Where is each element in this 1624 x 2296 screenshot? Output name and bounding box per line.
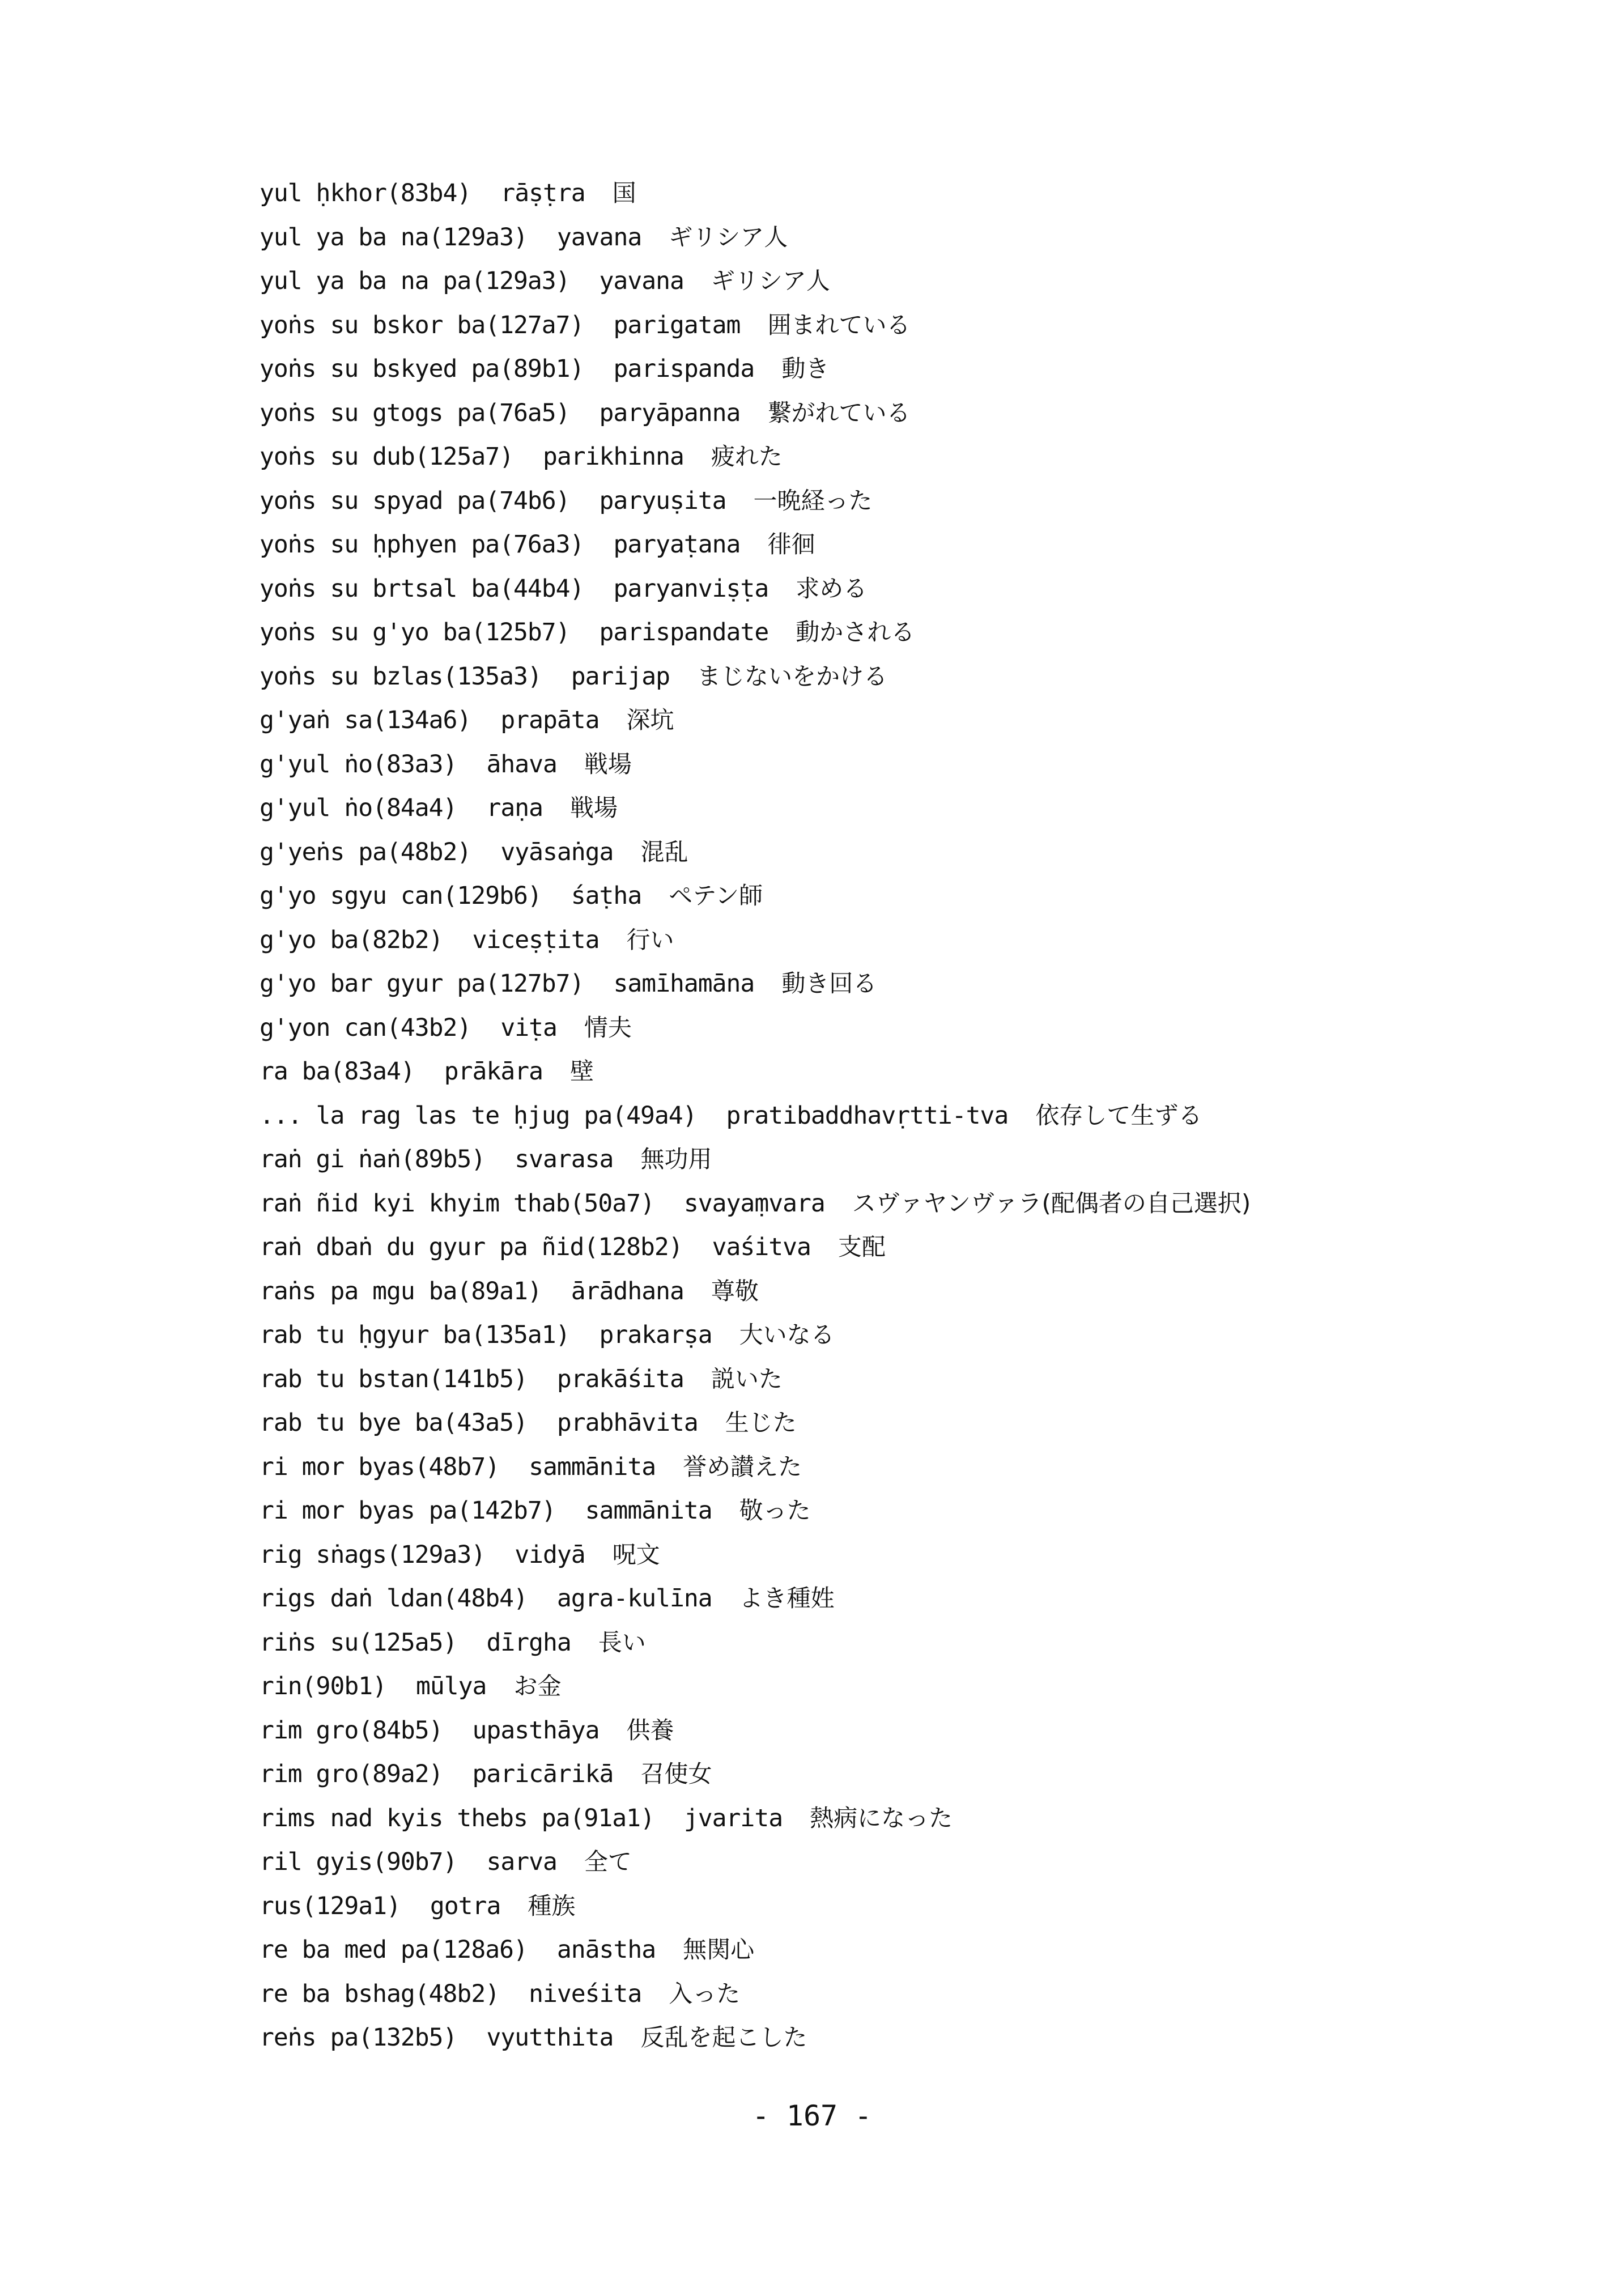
japanese-gloss: 無関心 bbox=[683, 1936, 755, 1963]
japanese-gloss: お金 bbox=[513, 1672, 562, 1700]
glossary-entry bbox=[260, 1533, 1534, 1577]
sanskrit-term: pratibaddhavṛtti-tva bbox=[726, 1101, 1009, 1130]
japanese-gloss: 熱病になった bbox=[810, 1804, 953, 1832]
japanese-gloss: 説いた bbox=[711, 1364, 783, 1393]
sanskrit-term: parijap bbox=[571, 662, 670, 691]
sanskrit-term: mūlya bbox=[416, 1672, 487, 1700]
sanskrit-term: prakarṣa bbox=[599, 1321, 712, 1349]
glossary-entry bbox=[260, 830, 1534, 874]
glossary-entry bbox=[260, 567, 1534, 611]
sanskrit-term: agra-kulīna bbox=[556, 1584, 712, 1613]
tibetan-term: raṅ dbaṅ du gyur pa ñid(128b2) bbox=[260, 1233, 683, 1261]
tibetan-term: rus(129a1) bbox=[260, 1891, 401, 1920]
glossary-entry bbox=[260, 1137, 1534, 1181]
glossary-entry bbox=[260, 435, 1534, 479]
japanese-gloss: 一晩経った bbox=[753, 486, 873, 515]
japanese-gloss: スヴァヤンヴァラ(配偶者の自己選択) bbox=[852, 1189, 1251, 1217]
sanskrit-term: prākāra bbox=[444, 1057, 543, 1086]
tibetan-term: rims nad kyis thebs pa(91a1) bbox=[260, 1804, 654, 1832]
glossary-entry bbox=[260, 1884, 1534, 1928]
tibetan-term: rig sṅags(129a3) bbox=[260, 1540, 486, 1569]
tibetan-term: yul ya ba na(129a3) bbox=[260, 223, 528, 252]
sanskrit-term: upasthāya bbox=[472, 1716, 600, 1745]
tibetan-term: yul ya ba na pa(129a3) bbox=[260, 267, 570, 295]
japanese-gloss: ギリシア人 bbox=[669, 223, 788, 251]
tibetan-term: g'yul ṅo(83a3) bbox=[260, 750, 457, 779]
japanese-gloss: 入った bbox=[669, 1979, 741, 2008]
tibetan-term: g'yo bar gyur pa(127b7) bbox=[260, 970, 584, 998]
tibetan-term: yoṅs su brtsal ba(44b4) bbox=[260, 574, 584, 603]
sanskrit-term: viceṣṭita bbox=[472, 925, 600, 954]
tibetan-term: rab tu bstan(141b5) bbox=[260, 1364, 528, 1393]
sanskrit-term: paryaṭana bbox=[613, 530, 741, 559]
tibetan-term: raṅ gi ṅaṅ(89b5) bbox=[260, 1145, 486, 1173]
glossary-entry bbox=[260, 1269, 1534, 1313]
tibetan-term: yoṅs su dub(125a7) bbox=[260, 443, 513, 471]
sanskrit-term: ārādhana bbox=[571, 1277, 684, 1306]
tibetan-term: ri mor byas pa(142b7) bbox=[260, 1496, 556, 1525]
sanskrit-term: sammānita bbox=[585, 1496, 712, 1525]
japanese-gloss: 徘徊 bbox=[767, 530, 815, 558]
glossary-entry bbox=[260, 391, 1534, 435]
glossary-entry bbox=[260, 1357, 1534, 1401]
glossary-entry bbox=[260, 347, 1534, 391]
japanese-gloss: 依存して生ずる bbox=[1035, 1101, 1202, 1129]
sanskrit-term: paryanviṣṭa bbox=[613, 574, 769, 603]
japanese-gloss: 繋がれている bbox=[767, 398, 911, 427]
tibetan-term: g'yo sgyu can(129b6) bbox=[260, 882, 542, 910]
sanskrit-term: vidyā bbox=[515, 1540, 585, 1569]
tibetan-term: rab tu ḥgyur ba(135a1) bbox=[260, 1321, 570, 1349]
sanskrit-term: vyutthita bbox=[486, 2023, 614, 2052]
glossary-entry bbox=[260, 1313, 1534, 1357]
page-number: - 167 - bbox=[752, 2099, 872, 2132]
glossary-entry bbox=[260, 1576, 1534, 1621]
glossary-entry bbox=[260, 303, 1534, 347]
tibetan-term: g'yul ṅo(84a4) bbox=[260, 794, 457, 822]
japanese-gloss: よき種姓 bbox=[739, 1584, 835, 1612]
tibetan-term: yul ḥkhor(83b4) bbox=[260, 179, 471, 207]
japanese-gloss: 行い bbox=[626, 925, 674, 954]
glossary-entry bbox=[260, 1401, 1534, 1445]
tibetan-term: yoṅs su bzlas(135a3) bbox=[260, 662, 542, 691]
sanskrit-term: paryuṣita bbox=[599, 486, 726, 515]
tibetan-term: raṅ ñid kyi khyim thab(50a7) bbox=[260, 1189, 654, 1218]
glossary-entry bbox=[260, 1094, 1534, 1138]
sanskrit-term: gotra bbox=[430, 1891, 501, 1920]
glossary-entry bbox=[260, 1664, 1534, 1708]
tibetan-term: rab tu bye ba(43a5) bbox=[260, 1409, 528, 1437]
tibetan-term: riṅs su(125a5) bbox=[260, 1628, 457, 1657]
tibetan-term: yoṅs su ḥphyen pa(76a3) bbox=[260, 530, 584, 559]
japanese-gloss: 敬った bbox=[739, 1496, 811, 1524]
tibetan-term: yoṅs su bskor ba(127a7) bbox=[260, 311, 584, 339]
japanese-gloss: 囲まれている bbox=[767, 311, 911, 339]
sanskrit-term: vaśitva bbox=[712, 1233, 811, 1261]
sanskrit-term: āhava bbox=[486, 750, 557, 779]
japanese-gloss: 動き bbox=[781, 355, 830, 382]
japanese-gloss: ペテン師 bbox=[669, 882, 763, 909]
glossary-entry bbox=[260, 1621, 1534, 1665]
tibetan-term: g'yo ba(82b2) bbox=[260, 925, 443, 954]
glossary-entry bbox=[260, 610, 1534, 654]
japanese-gloss: 反乱を起こした bbox=[640, 2023, 807, 2051]
japanese-gloss: 壁 bbox=[570, 1057, 594, 1085]
japanese-gloss: 動き回る bbox=[781, 970, 877, 997]
glossary-entry bbox=[260, 1708, 1534, 1753]
glossary-entry bbox=[260, 522, 1534, 567]
glossary-entry bbox=[260, 1928, 1534, 1972]
glossary-entry bbox=[260, 1049, 1534, 1094]
japanese-gloss: 全て bbox=[584, 1848, 632, 1876]
glossary-entry bbox=[260, 1181, 1534, 1226]
tibetan-term: ri mor byas(48b7) bbox=[260, 1452, 500, 1481]
japanese-gloss: 支配 bbox=[837, 1233, 886, 1261]
glossary-entry bbox=[260, 259, 1534, 303]
glossary-entry bbox=[260, 215, 1534, 260]
japanese-gloss: 深坑 bbox=[626, 706, 674, 734]
glossary-entry bbox=[260, 1225, 1534, 1269]
japanese-gloss: 誉め讃えた bbox=[683, 1452, 802, 1481]
japanese-gloss: 種族 bbox=[528, 1891, 576, 1920]
glossary-list bbox=[260, 171, 1534, 2060]
sanskrit-term: rāṣṭra bbox=[500, 179, 585, 207]
japanese-gloss: 情夫 bbox=[584, 1013, 632, 1041]
tibetan-term: ril gyis(90b7) bbox=[260, 1848, 457, 1876]
glossary-entry bbox=[260, 1752, 1534, 1796]
japanese-gloss: 求める bbox=[796, 574, 868, 602]
sanskrit-term: prapāta bbox=[500, 706, 600, 734]
glossary-entry bbox=[260, 698, 1534, 742]
tibetan-term: re ba bshag(48b2) bbox=[260, 1979, 500, 2008]
sanskrit-term: prakāśita bbox=[556, 1364, 684, 1393]
glossary-entry bbox=[260, 742, 1534, 786]
japanese-gloss: 戦場 bbox=[570, 794, 618, 822]
sanskrit-term: parikhinna bbox=[543, 443, 684, 471]
tibetan-term: g'yeṅs pa(48b2) bbox=[260, 837, 471, 866]
japanese-gloss: 混乱 bbox=[640, 837, 688, 866]
glossary-entry bbox=[260, 1796, 1534, 1840]
tibetan-term: rigs daṅ ldan(48b4) bbox=[260, 1584, 528, 1613]
glossary-entry bbox=[260, 874, 1534, 918]
sanskrit-term: paricārikā bbox=[472, 1760, 614, 1788]
glossary-entry bbox=[260, 962, 1534, 1006]
sanskrit-term: anāstha bbox=[556, 1936, 656, 1964]
tibetan-term: rim gro(89a2) bbox=[260, 1760, 443, 1788]
tibetan-term: yoṅs su g'yo ba(125b7) bbox=[260, 618, 570, 647]
japanese-gloss: 召使女 bbox=[640, 1760, 712, 1788]
glossary-entry bbox=[260, 654, 1534, 699]
japanese-gloss: ギリシア人 bbox=[711, 267, 830, 295]
japanese-gloss: まじないをかける bbox=[696, 662, 887, 690]
glossary-entry bbox=[260, 786, 1534, 830]
tibetan-term: rin(90b1) bbox=[260, 1672, 386, 1700]
tibetan-term: ... la rag las te ḥjug pa(49a4) bbox=[260, 1101, 697, 1130]
sanskrit-term: vyāsaṅga bbox=[500, 837, 614, 866]
sanskrit-term: niveśita bbox=[529, 1979, 642, 2008]
glossary-entry bbox=[260, 479, 1534, 523]
tibetan-term: yoṅs su bskyed pa(89b1) bbox=[260, 355, 584, 383]
tibetan-term: rim gro(84b5) bbox=[260, 1716, 443, 1745]
japanese-gloss: 動かされる bbox=[796, 618, 915, 646]
glossary-entry bbox=[260, 1489, 1534, 1533]
tibetan-term: re ba med pa(128a6) bbox=[260, 1936, 528, 1964]
sanskrit-term: parigatam bbox=[613, 311, 741, 339]
tibetan-term: ra ba(83a4) bbox=[260, 1057, 415, 1086]
glossary-entry bbox=[260, 918, 1534, 962]
japanese-gloss: 無功用 bbox=[640, 1145, 712, 1173]
sanskrit-term: paryāpanna bbox=[599, 398, 741, 427]
japanese-gloss: 呪文 bbox=[612, 1540, 660, 1568]
glossary-entry bbox=[260, 1445, 1534, 1489]
tibetan-term: g'yaṅ sa(134a6) bbox=[260, 706, 471, 734]
tibetan-term: yoṅs su spyad pa(74b6) bbox=[260, 486, 570, 515]
glossary-entry bbox=[260, 1006, 1534, 1050]
japanese-gloss: 大いなる bbox=[739, 1321, 835, 1349]
glossary-entry bbox=[260, 171, 1534, 215]
sanskrit-term: dīrgha bbox=[486, 1628, 571, 1657]
sanskrit-term: svayaṃvara bbox=[683, 1189, 825, 1218]
tibetan-term: reṅs pa(132b5) bbox=[260, 2023, 457, 2052]
sanskrit-term: prabhāvita bbox=[556, 1409, 698, 1437]
tibetan-term: yoṅs su gtogs pa(76a5) bbox=[260, 398, 570, 427]
sanskrit-term: yavana bbox=[599, 267, 684, 295]
glossary-entry bbox=[260, 1972, 1534, 2016]
japanese-gloss: 生じた bbox=[725, 1409, 797, 1436]
sanskrit-term: sammānita bbox=[529, 1452, 656, 1481]
sanskrit-term: śaṭha bbox=[571, 882, 642, 910]
sanskrit-term: viṭa bbox=[500, 1013, 557, 1042]
tibetan-term: g'yon can(43b2) bbox=[260, 1013, 471, 1042]
sanskrit-term: jvarita bbox=[683, 1804, 783, 1832]
japanese-gloss: 長い bbox=[598, 1628, 646, 1656]
japanese-gloss: 国 bbox=[612, 179, 636, 207]
sanskrit-term: raṇa bbox=[486, 794, 543, 822]
glossary-entry bbox=[260, 2016, 1534, 2060]
sanskrit-term: parispanda bbox=[613, 355, 755, 383]
sanskrit-term: samīhamāna bbox=[613, 970, 755, 998]
tibetan-term: raṅs pa mgu ba(89a1) bbox=[260, 1277, 542, 1306]
japanese-gloss: 尊敬 bbox=[711, 1277, 759, 1305]
sanskrit-term: sarva bbox=[486, 1848, 557, 1876]
japanese-gloss: 戦場 bbox=[584, 750, 632, 778]
sanskrit-term: parispandate bbox=[599, 618, 769, 647]
glossary-entry bbox=[260, 1840, 1534, 1884]
japanese-gloss: 疲れた bbox=[711, 443, 783, 470]
sanskrit-term: yavana bbox=[556, 223, 642, 252]
sanskrit-term: svarasa bbox=[515, 1145, 614, 1173]
japanese-gloss: 供養 bbox=[626, 1716, 674, 1744]
